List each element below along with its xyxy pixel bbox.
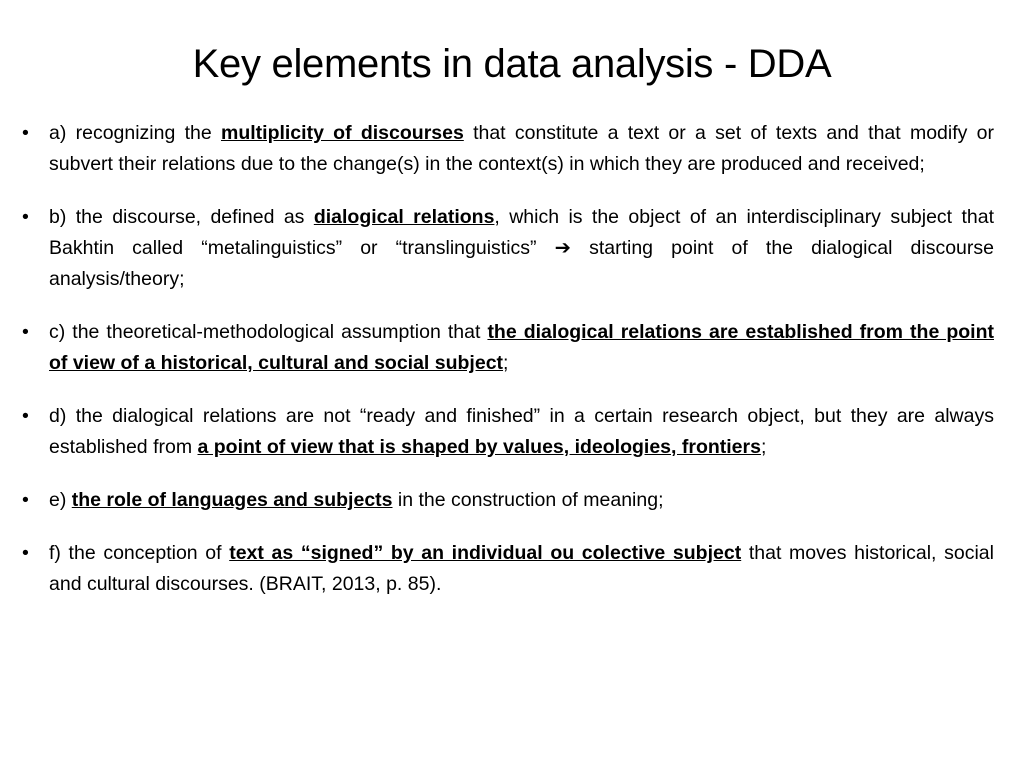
bullet-text-emphasis: dialogical relations xyxy=(313,206,495,228)
bullet-text-pre: e) xyxy=(49,489,72,511)
bullet-text-pre: c) the theoretical-methodological assumption that xyxy=(49,321,488,343)
bullet-icon: • xyxy=(22,489,29,511)
bullet-item-a xyxy=(22,118,994,180)
slide-title: Key elements in data analysis - DDA xyxy=(192,42,832,86)
bullet-text xyxy=(49,485,994,516)
bullet-text-emphasis: text as “signed” by an individual ou colective subject xyxy=(229,542,742,564)
bullet-text-post: in the construction of meaning; xyxy=(392,489,664,511)
bullet-text-emphasis: a point of view that is shaped by values, ideologies, frontiers xyxy=(197,436,761,458)
bullet-item-d xyxy=(22,401,994,463)
bullet-text xyxy=(49,401,994,463)
bullet-text-post: ; xyxy=(503,352,509,374)
bullet-text xyxy=(49,317,994,379)
bullet-text-emphasis: multiplicity of discourses xyxy=(220,122,464,144)
bullet-text-pre: d) the dialogical relations are not “ready and finished” in a certain research object, but they are always established from xyxy=(49,405,994,458)
bullet-text-post: , which is the object of an interdisciplinary subject that Bakhtin called “metalinguistics” or “translinguistics” ➔ starting point of the dialogical discourse analysis/theory; xyxy=(49,206,995,290)
bullet-text-emphasis: the dialogical relations are established from the point of view of a historical, cultural and social subject xyxy=(49,321,994,374)
bullet-item-c xyxy=(22,317,994,379)
bullet-text-post: ; xyxy=(760,436,767,458)
bullet-item-b xyxy=(22,202,994,295)
bullet-icon: • xyxy=(22,321,29,343)
bullet-icon: • xyxy=(22,122,29,144)
bullet-item-f xyxy=(22,538,994,600)
bullet-text-post: that moves historical, social and cultural discourses. (BRAIT, 2013, p. 85). xyxy=(49,542,994,595)
bullet-text xyxy=(49,202,994,295)
bullet-icon: • xyxy=(22,206,29,228)
bullet-list xyxy=(22,118,994,622)
bullet-text-post: that constitute a text or a set of texts and that modify or subvert their relations due to the change(s) in the context(s) in which they are produced and received; xyxy=(49,122,994,175)
bullet-text-emphasis: the role of languages and subjects xyxy=(71,489,393,511)
bullet-item-e xyxy=(22,485,994,516)
bullet-icon: • xyxy=(22,542,29,564)
bullet-text xyxy=(49,118,994,180)
bullet-text-pre: b) the discourse, defined as xyxy=(49,206,314,228)
bullet-icon: • xyxy=(22,405,29,427)
bullet-text-pre: a) recognizing the xyxy=(49,122,221,144)
bullet-text xyxy=(49,538,994,600)
bullet-text-pre: f) the conception of xyxy=(49,542,230,564)
